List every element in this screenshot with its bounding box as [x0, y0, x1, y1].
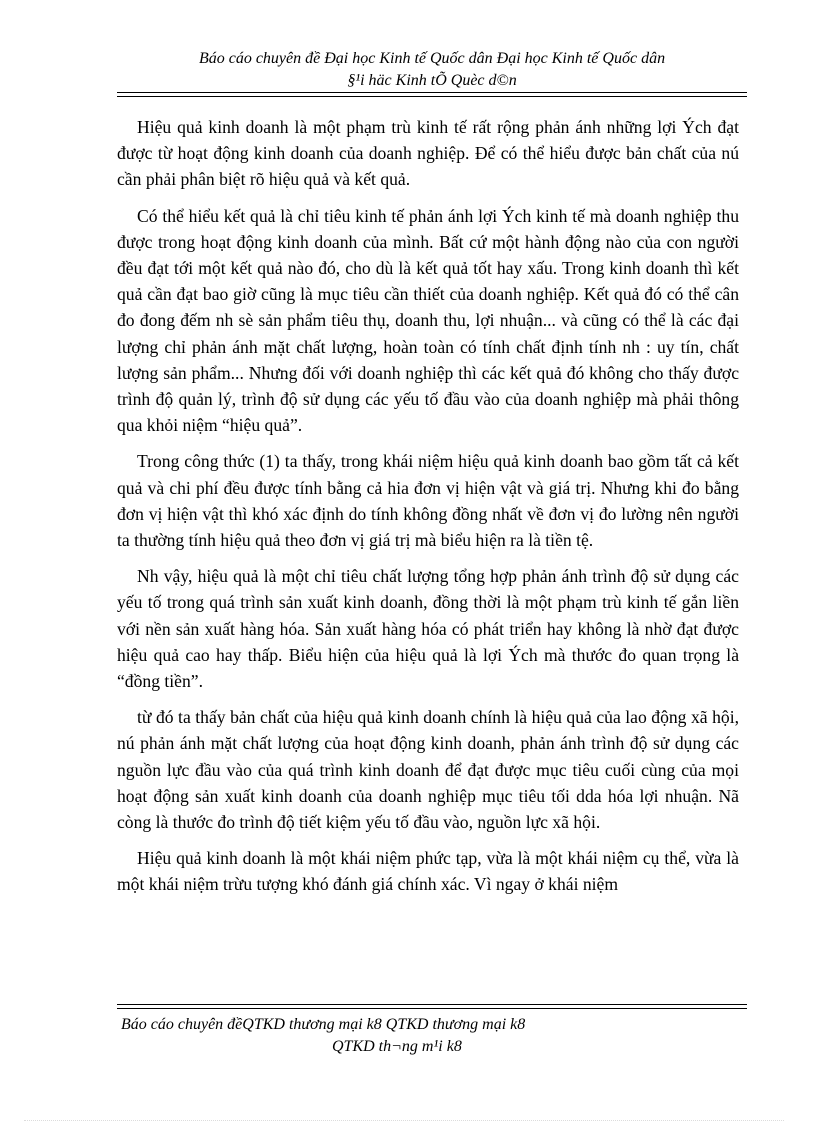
body-paragraph: Hiệu quả kinh doanh là một khái niệm phức tạp, vừa là một khái niệm cụ thể, vừa là một khái niệm trừu tượng khó đánh giá chính xác. Vì ngay ở khái niệm: [117, 848, 739, 895]
header-subtitle-line: §¹i häc Kinh tÕ Quèc d©n: [347, 72, 517, 89]
body-paragraph: từ đó ta thấy bản chất của hiệu quả kinh doanh chính là hiệu quả của lao động xã hội, nú phản ánh mặt chất lượng của hoạt động kinh doanh, phản ánh trình độ sử dụng các nguồn lực đầu vào của quá trình kinh doanh để đạt được mục tiêu cuối cùng của mọi hoạt động sản xuất kinh doanh của doanh nghiệp mục tiêu tối dda hóa lợi nhuận. Nã còng là thước đo trình độ tiết kiệm yếu tố đầu vào, nguồn lực xã hội.: [117, 707, 739, 833]
header-divider: [117, 92, 747, 97]
page-bottom-border: [24, 1120, 784, 1121]
footer-divider: [117, 1004, 747, 1009]
body-paragraph: Có thể hiểu kết quả là chỉ tiêu kinh tế phản ánh lợi Ých kinh tế mà doanh nghiệp thu được trong hoạt động kinh doanh của mình. Bất cứ một hành động nào của con người đều đạt tới một kết quả nào đó, cho dù là kết quả tốt hay xấu. Trong kinh doanh thì kết quả cần đạt bao giờ cũng là mục tiêu cần thiết của doanh nghiệp. Kết quả đó có thể cân đo đong đếm nh sè sản phẩm tiêu thụ, doanh thu, lợi nhuận... và cũng có thể là các đại lượng chỉ phản ánh mặt chất lượng, hoàn toàn có tính chất định tính nh : uy tín, chất lượng sản phẩm... Nhưng đối với doanh nghiệp thì các kết quả đó không cho thấy được trình độ quản lý, trình độ sử dụng các yếu tố đầu vào của doanh nghiệp mà phải thông qua khỏi niệm “hiệu quả”.: [117, 205, 739, 436]
footer-subtitle-line: QTKD th¬ng m¹i k8: [332, 1038, 462, 1055]
body-paragraph: Trong công thức (1) ta thấy, trong khái niệm hiệu quả kinh doanh bao gồm tất cả kết quả và chi phí đều được tính bằng cả hia đơn vị hiện vật và giá trị. Nhưng khi đo bằng đơn vị hiện vật thì khó xác định do tính không đồng nhất về đơn vị đo lường nên người ta thường tính hiệu quả theo đơn vị giá trị mà biểu hiện ra là tiền tệ.: [117, 451, 739, 551]
footer-title-line: Báo cáo chuyên đềQTKD thương mại k8 QTKD thương mại k8: [121, 1016, 526, 1033]
body-paragraph: Nh vậy, hiệu quả là một chỉ tiêu chất lượng tổng hợp phản ánh trình độ sử dụng các yếu tố trong quá trình sản xuất kinh doanh, đồng thời là một phạm trù kinh tế gắn liền với nền sản xuất hàng hóa. Sản xuất hàng hóa có phát triển hay không là nhờ đạt được hiệu quả cao hay thấp. Biểu hiện của hiệu quả là lợi Ých mà thước đo quan trọng là “đồng tiền”.: [117, 566, 739, 692]
page-footer: [117, 1014, 747, 1058]
header-title-line: Báo cáo chuyên đề Đại học Kinh tế Quốc dân Đại học Kinh tế Quốc dân: [198, 50, 666, 67]
body-paragraph: Hiệu quả kinh doanh là một phạm trù kinh tế rất rộng phản ánh những lợi Ých đạt được từ hoạt động kinh doanh của doanh nghiệp. Để có thể hiểu được bản chất của nú cần phải phân biệt rõ hiệu quả và kết quả.: [117, 117, 739, 190]
document-body: [117, 114, 739, 908]
page-header: [117, 48, 747, 92]
